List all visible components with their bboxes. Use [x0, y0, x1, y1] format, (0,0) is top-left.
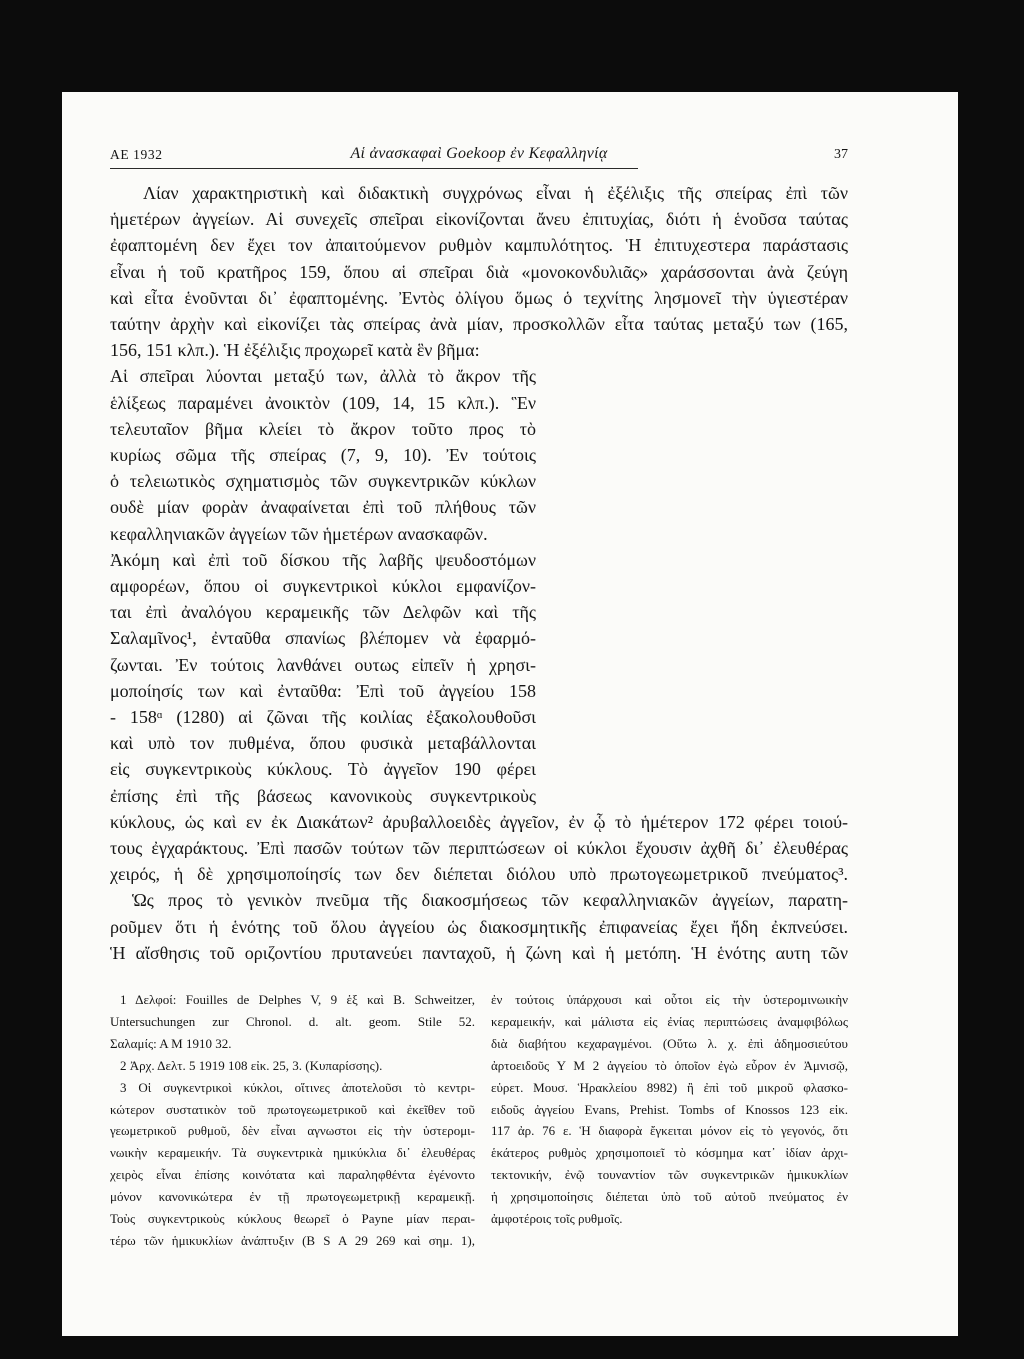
- body-line: Λίαν χαρακτηριστικὴ καὶ διδακτικὴ συγχρόνως εἶναι ἡ ἐξέλιξις τῆς σπείρας ἐπὶ τῶν: [143, 183, 848, 203]
- body-line: εἶναι ἡ τοῦ κρατῆρος 159, ὅπου αἱ σπεῖραι διὰ «μονοκονδυλιᾶς» χαράσσονται ἀνὰ ζεύγη: [110, 261, 848, 282]
- footnote-line: εὑρετ. Μουσ. Ἡρακλείου 8982) ἢ ἐπὶ τοῦ μικροῦ φλασκο-: [491, 1079, 848, 1095]
- footnote-line: Untersuchungen zur Chronol. d. alt. geom. Stile 52.: [110, 1013, 475, 1029]
- header-page-number: 37: [834, 147, 848, 162]
- body-line: ὁ τελειωτικὸς σχηματισμὸς τῶν συγκεντρικῶν κύκλων: [110, 471, 536, 492]
- body-line: κύκλους, ὡς καὶ εν ἐκ Διακάτων² ἀρυβαλλοειδὲς ἀγγεῖον, ἐν ᾧ τὸ ἡμέτερον 172 φέρει τοιού-: [110, 811, 848, 832]
- footnote-line: ἡ χρησιμοποίησις διέπεται ὑπὸ τοῦ αὐτοῦ πνεύματος ἐν: [491, 1189, 848, 1205]
- body-line: ουδὲ μίαν φορὰν ἀναφαίνεται ἐπὶ τοῦ πλήθους τῶν: [110, 497, 536, 518]
- body-line: χειρός, ἡ δὲ χρησιμοποίησίς των δεν διέπεται διόλου υπὸ πρωτογεωμετρικοῦ πνεύματος³.: [110, 864, 848, 885]
- body-line: ἑλίξεως παραμένει ἀνοικτὸν (109, 14, 15 κλπ.). Ἓν: [110, 392, 536, 413]
- body-text: [110, 180, 848, 966]
- header-rule: [110, 168, 638, 169]
- body-line: - 158ᵅ (1280) αἱ ζῶναι τῆς κοιλίας ἐξακολουθοῦσι: [110, 707, 536, 728]
- body-line: μοποίησίς των καὶ ἐνταῦθα: Ἐπὶ τοῦ ἀγγείου 158: [110, 680, 536, 701]
- footnotes-right-column: [491, 989, 848, 1230]
- footnote-line: Σαλαμίς: Α Μ 1910 32.: [110, 1035, 232, 1051]
- footnote-line: ἐν τούτοις ὑπάρχουσι καὶ οὗτοι εἰς τὴν ὑστερομινωικὴν: [491, 992, 848, 1007]
- body-line: ἐφαπτομένη δεν ἔχει τον ἀπαιτούμενον ρυθμὸν καμπυλότητος. Ἡ ἐπιτυχεστερα παράστασις: [110, 235, 848, 256]
- footnote-line: 1 Δελφοί: Fouilles de Delphes V, 9 ἑξ καὶ B. Schweitzer,: [120, 992, 475, 1007]
- footnote-line: 3 Οἱ συγκεντρικοὶ κύκλοι, οἵτινες ἀποτελοῦσι τὸ κεντρι-: [120, 1079, 475, 1095]
- body-line: ἡμετέρων ἀγγείων. Αἱ συνεχεῖς σπεῖραι εἰκονίζονται ἄνευ ἐπιτυχίας, διότι ἡ ἑνοῦσα ταύτας: [110, 209, 848, 230]
- body-line: κυρίως σῶμα τῆς σπείρας (7, 9, 10). Ἐν τούτοις: [110, 445, 536, 466]
- body-line: ταύτην ἀρχὴν καὶ εἰκονίζει τὰς σπείρας ἀνὰ μίαν, προσκολλῶν εἶτα ταύτας μεταξύ των (165,: [110, 314, 848, 335]
- body-line: Ὡς προς τὸ γενικὸν πνεῦμα τῆς διακοσμήσεως τῶν κεφαλληνιακῶν ἀγγείων, παρατη-: [132, 890, 848, 911]
- body-line: ζωνται. Ἐν τούτοις λανθάνει ουτως εἰπεῖν ἡ χρησι-: [110, 654, 536, 675]
- body-line: κεφαλληνιακῶν ἀγγείων τῶν ἡμετέρων ανασκαφῶν.: [110, 523, 488, 544]
- footnote-line: Τοὺς συγκεντρικοὺς κύκλους θεωρεῖ ὁ Payne μίαν περαι-: [110, 1211, 475, 1227]
- header-journal-year: ΑΕ 1932: [110, 147, 163, 162]
- footnote-line: ειδοῦς ἀγγείου Evans, Prehist. Tombs of Knossos 123 εἰκ.: [491, 1101, 848, 1117]
- footnote-line: 2 Ἀρχ. Δελτ. 5 1919 108 εἰκ. 25, 3. (Κυπαρίσσης).: [120, 1057, 383, 1073]
- footnote-line: διὰ διαβήτου κεχαραγμένοι. (Οὕτω λ. χ. ἐπὶ ἀδημοσιεύτου: [491, 1035, 848, 1051]
- footnote-line: 117 ἀρ. 76 ε. Ἡ διαφορὰ ἔγκειται μόνον εἰς τὸ γεγονός, ὅτι: [491, 1123, 848, 1139]
- body-line: καὶ υπὸ τον πυθμένα, ὅπου φυσικὰ μεταβάλλονται: [110, 733, 536, 754]
- body-line: ται ἐπὶ ἀναλόγου κεραμεικῆς τῶν Δελφῶν καὶ τῆς: [110, 602, 536, 623]
- footnote-line: ἀρτοειδοῦς Υ Μ 2 ἀγγείου τὸ ὁποῖον ἐγὼ εὗρον ἐν Ἀμνισῷ,: [491, 1057, 848, 1073]
- body-line: ἐπίσης ἐπὶ τῆς βάσεως κανονικοὺς συγκεντρικοὺς: [110, 785, 536, 806]
- body-line: Αἱ σπεῖραι λύονται μεταξύ των, ἀλλὰ τὸ ἄκρον τῆς: [110, 366, 536, 387]
- footnote-line: ἀμφοτέροις τοῖς ρυθμοῖς.: [491, 1211, 623, 1227]
- body-line: 156, 151 κλπ.). Ἡ ἐξέλιξις προχωρεῖ κατὰ ἓν βῆμα:: [110, 340, 480, 361]
- body-line: καὶ εἶτα ἑνοῦνται δι᾽ ἐφαπτομένης. Ἐντὸς ὀλίγου ὅμως ὁ τεχνίτης λησμονεῖ τὴν ὑγιεστέραν: [110, 287, 848, 308]
- footnote-line: κεραμεικήν, καὶ μάλιστα εἰς ἐνίας περιπτώσεις ἀναμφιβόλως: [491, 1013, 848, 1029]
- body-line: τελευταῖον βῆμα κλείει τὸ ἄκρον τοῦτο προς τὸ: [110, 418, 536, 439]
- footnote-line: γεωμετρικοῦ ρυθμοῦ, δὲν εἶναι αγνωστοι εἰς τὴν ὑστερομι-: [110, 1123, 475, 1139]
- footnote-line: τεκτονικήν, ἐνῷ τουναντίον τῶν συγκεντρικῶν ἡμικυκλίων: [491, 1167, 848, 1183]
- body-line: ροῦμεν ὅτι ἡ ἑνότης τοῦ ὅλου ἀγγείου ὡς διακοσμητικῆς ἐπιφανείας ἔχει ἤδη ἐκπνεύσει.: [110, 916, 848, 937]
- footnote-line: νωικὴν κεραμεικήν. Τὰ συγκεντρικὰ ημικύκλια δι᾽ ἐλευθέρας: [110, 1145, 475, 1161]
- footnote-line: κώτερον συστατικὸν τοῦ πρωτογεωμετρικοῦ καὶ ἐκεῖθεν τοῦ: [110, 1101, 475, 1117]
- footnote-line: τέρω τῶν ἡμικυκλίων ἀνάπτυξιν (Β S A 29 269 καὶ σημ. 1),: [110, 1232, 475, 1248]
- running-header: [110, 144, 848, 166]
- footnotes-left-column: [110, 989, 475, 1252]
- body-line: αμφορέων, ὅπου οἱ συγκεντρικοὶ κύκλοι εμφανίζον-: [110, 576, 536, 597]
- body-line: Ἡ αἴσθησις τοῦ οριζοντίου πρυτανεύει πανταχοῦ, ἡ ζώνη καὶ ἡ μετόπη. Ἡ ἑνότης αυτη τῶν: [110, 942, 848, 963]
- footnote-line: ἑκάτερος ρυθμὸς χρησιμοποιεῖ τὸ κόσμημα κατ᾽ ἰδίαν ἀρχι-: [491, 1145, 848, 1161]
- footnote-line: χειρὸς εἶναι ἐπίσης κοινότατα καὶ παραληφθέντα ἐγένοντο: [110, 1167, 475, 1183]
- body-line: Ἀκόμη καὶ ἐπὶ τοῦ δίσκου τῆς λαβῆς ψευδοστόμων: [110, 549, 536, 570]
- header-title: Αἱ ἀνασκαφαὶ Goekoop ἐν Κεφαλληνίᾳ: [350, 145, 608, 162]
- body-line: τους ἐγχαράκτους. Ἐπὶ πασῶν τούτων τῶν περιπτώσεων οἱ κύκλοι ἔχουσιν ἀχθῆ δι᾽ ἐλευθέρας: [110, 838, 848, 859]
- body-line: εἰς συγκεντρικοὺς κύκλους. Τὸ ἀγγεῖον 190 φέρει: [110, 759, 536, 780]
- footnote-line: μόνον κανονικώτερα ἐν τῇ πρωτογεωμετρικῇ κεραμεικῇ.: [110, 1189, 475, 1205]
- body-line: Σαλαμῖνος¹, ἐνταῦθα σπανίως βλέπομεν νὰ ἐφαρμό-: [110, 628, 536, 649]
